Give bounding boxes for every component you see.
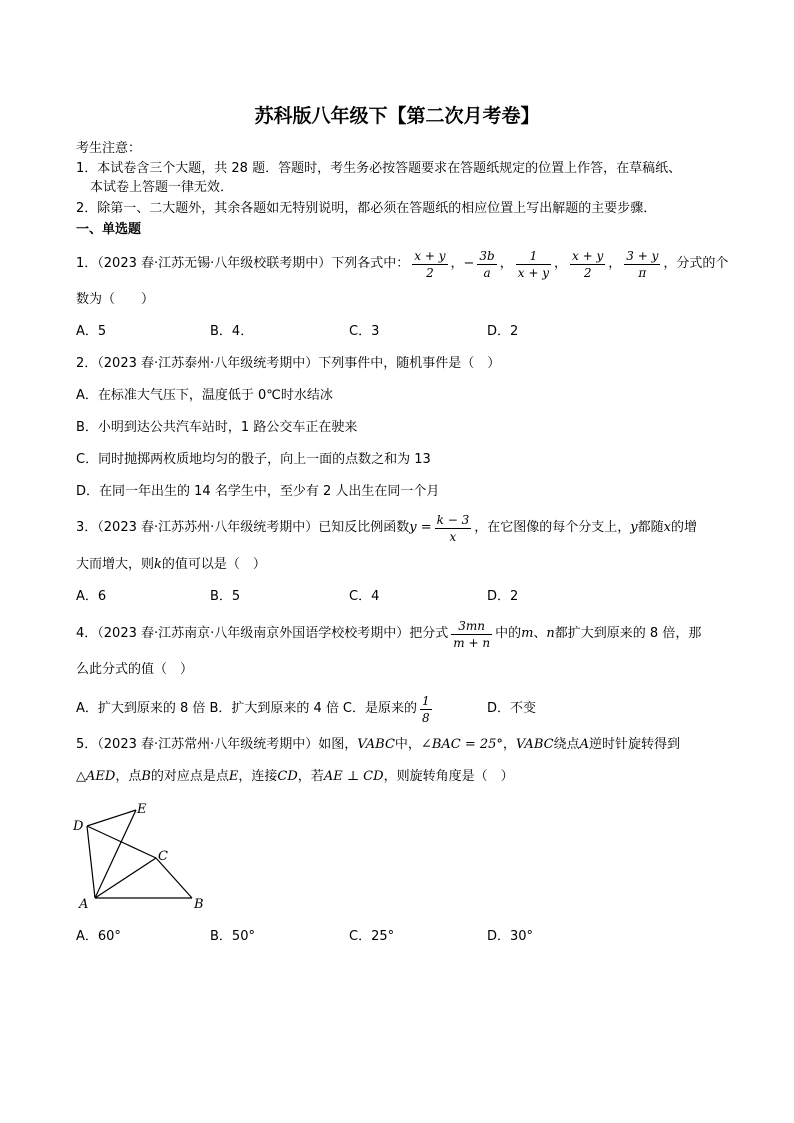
fraction: $\frac{x + y}{2}$ [414, 248, 446, 280]
label-a: A [79, 897, 89, 912]
q4-option-a: A．扩大到原来的 8 倍 [76, 701, 206, 716]
question-4-stem: 4．（2023 春·江苏南京·八年级南京外国语学校校考期中）把分式 $\frac{3mn}{m + n}$ 中的 m 、 n 都扩大到原来的 8 倍，那 [76, 618, 702, 650]
question-1-text: 1．（2023 春·江苏无锡·八年级校联考期中）下列各式中： [76, 256, 410, 271]
label-c: C [158, 849, 168, 864]
label-d: D [73, 819, 84, 834]
q1-option-a: A．5 [76, 324, 107, 339]
notice-line-1: 1．本试卷含三个大题，共 28 题．答题时，考生务必按答题要求在答题纸规定的位置上作答，在草稿纸、 [76, 161, 682, 176]
q5-option-d: D．30° [487, 929, 534, 944]
question-1-cont: 数为（ ） [76, 292, 155, 307]
q2-option-c: C．同时抛掷两枚质地均匀的骰子，向上一面的点数之和为 13 [76, 452, 431, 467]
q5-option-c: C．25° [349, 929, 395, 944]
q2-option-a: A．在标准大气压下，温度低于 0℃时水结冰 [76, 388, 333, 403]
question-2-stem: 2．（2023 春·江苏泰州·八年级统考期中）下列事件中，随机事件是（ ） [76, 356, 501, 371]
q3-option-b: B．5 [210, 589, 241, 604]
q5-option-b: B．50° [210, 929, 255, 944]
question-3-stem: 3．（2023 春·江苏苏州·八年级统考期中）已知反比例函数 y = $\frac{k - 3}{x}$ ，在它图像的每个分支上， y 都随 x 的增 [76, 512, 697, 544]
q5-option-a: A．60° [76, 929, 121, 944]
section-heading: 一、单选题 [76, 222, 142, 237]
q3-option-d: D．2 [487, 589, 519, 604]
segment-da [87, 826, 95, 898]
q2-option-b: B．小明到达公共汽车站时，1 路公交车正在驶来 [76, 420, 358, 435]
page-title: 苏科版八年级下【第二次月考卷】 [254, 105, 540, 127]
segment-ed [87, 810, 136, 826]
fraction: $\frac{3mn}{m + n}$ [453, 618, 491, 650]
question-1-stem: 1．（2023 春·江苏无锡·八年级校联考期中）下列各式中： $\frac{x + y}{2}$ ， − $\frac{3b}{a}$ ， $\frac{1}{x + y}$ ， $\frac{x + y}{2}$ ， $\frac{3 + y}{\pi}$ ，分式的个 [76, 248, 729, 280]
fraction: $\frac{1}{x + y}$ [517, 248, 549, 280]
q3-option-c: C．4 [349, 589, 380, 604]
fraction: $\frac{x + y}{2}$ [572, 248, 604, 280]
fraction: $\frac{3 + y}{\pi}$ [626, 248, 659, 280]
segment-dc [87, 826, 156, 858]
q4-option-c: C．是原来的 [342, 701, 417, 716]
q3-option-a: A．6 [76, 589, 107, 604]
q4-options-row [76, 692, 435, 726]
question-4-cont: 么此分式的值（ ） [76, 662, 194, 677]
question-5-stem: 5．（2023 春·江苏常州·八年级统考期中）如图，VABC中，∠BAC = 25°，VABC绕点A逆时针旋转得到 [76, 737, 680, 752]
question-5-cont: △AED，点B的对应点是点E，连接CD，若AE ⊥ CD，则旋转角度是（ ） [76, 769, 514, 784]
label-b: B [194, 897, 204, 912]
notice-line-2: 2．除第一、二大题外，其余各题如无特别说明，都必须在答题纸的相应位置上写出解题的主要步骤． [76, 201, 657, 216]
label-e: E [137, 802, 147, 817]
question-3-cont: 大而增大，则k的值可以是（ ） [76, 557, 266, 572]
q1-option-d: D．2 [487, 324, 519, 339]
fraction: $\frac{1}{8}$ [421, 693, 430, 725]
q2-option-d: D．在同一年出生的 14 名学生中，至少有 2 人出生在同一个月 [76, 484, 440, 499]
q1-option-c: C．3 [349, 324, 380, 339]
fraction: $\frac{3b}{a}$ [479, 248, 495, 280]
q4-option-b: B．扩大到原来的 4 倍 [209, 701, 339, 716]
geometry-figure [70, 800, 210, 915]
fraction: $\frac{k - 3}{x}$ [436, 512, 470, 544]
q4-option-d: D．不变 [487, 701, 537, 716]
q1-option-b: B．4． [210, 324, 254, 339]
segment-cb [156, 858, 192, 898]
notice-heading: 考生注意： [76, 141, 142, 156]
notice-line-1-cont: 本试卷上答题一律无效． [90, 180, 234, 195]
